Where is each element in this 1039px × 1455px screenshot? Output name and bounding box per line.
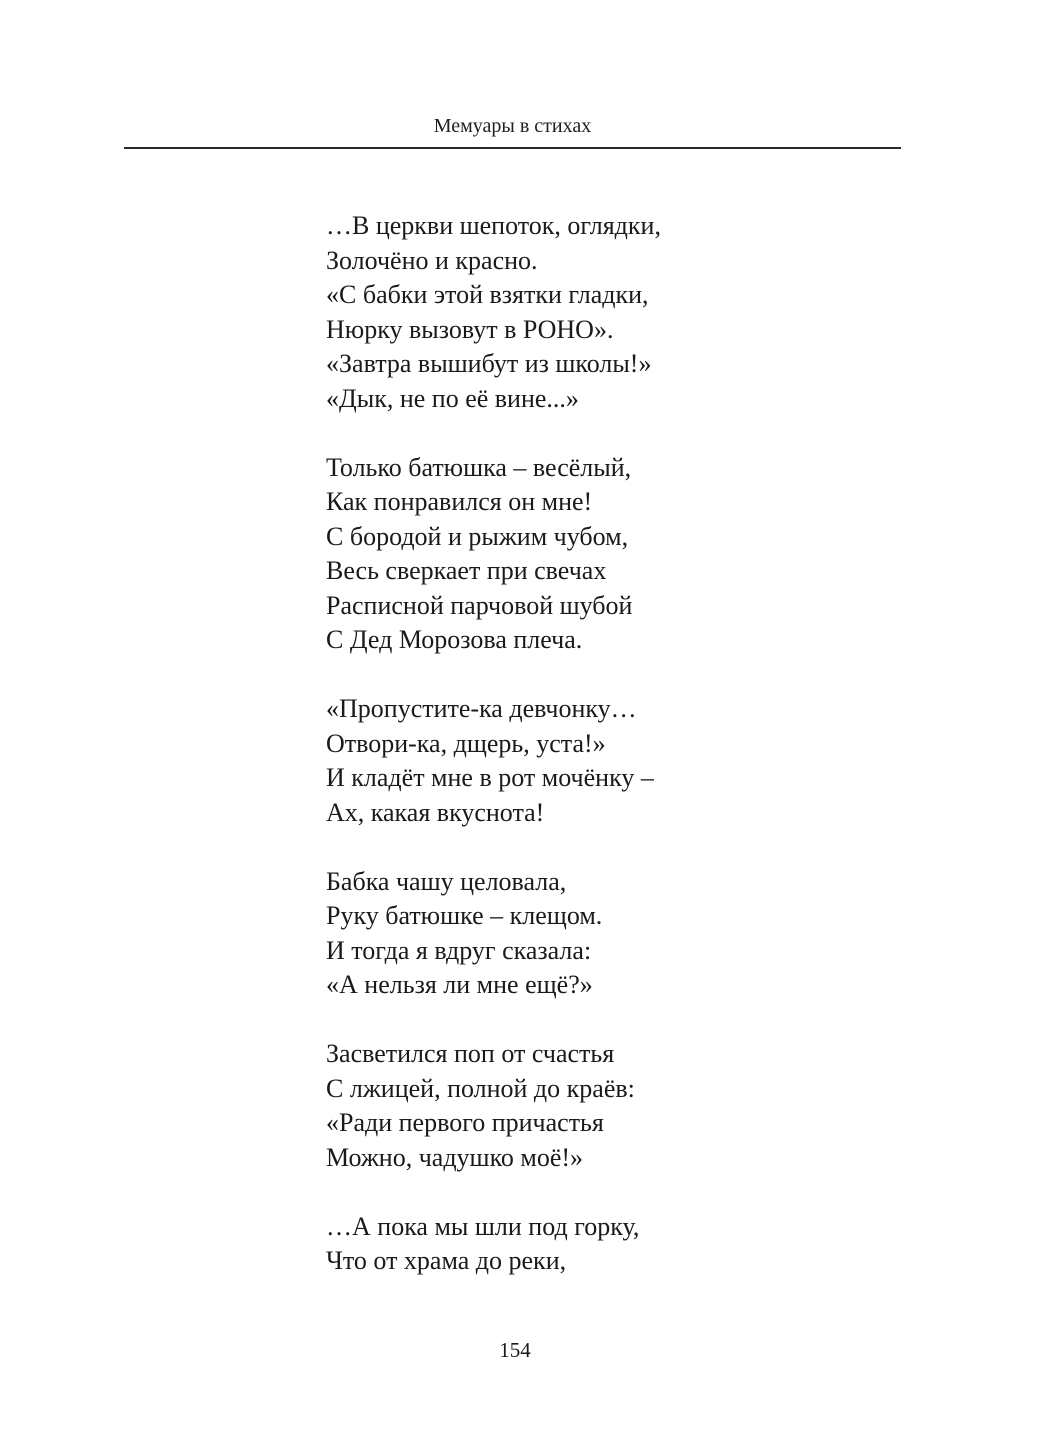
- verse-line: Бабка чашу целовала,: [326, 866, 567, 896]
- running-head: Мемуары в стихах: [433, 115, 592, 137]
- verse-line: Нюрку вызовут в РОНО».: [326, 314, 614, 344]
- verse-line: С бородой и рыжим чубом,: [326, 521, 629, 551]
- verse-line: Что от храма до реки,: [326, 1246, 567, 1275]
- verse-line: Отвори-ка, дщерь, уста!»: [326, 728, 606, 758]
- verse-line: Ах, какая вкуснота!: [326, 797, 545, 827]
- stanza: [326, 451, 846, 658]
- verse-line: Золочёно и красно.: [326, 245, 538, 275]
- verse-line: Только батюшка – весёлый,: [326, 452, 632, 482]
- verse-line: Руку батюшке – клещом.: [326, 901, 603, 930]
- verse-line: Весь сверкает при свечах: [326, 556, 607, 585]
- stanza: [326, 865, 846, 1003]
- verse-line: Расписной парчовой шубой: [326, 590, 633, 620]
- stanza: [326, 209, 846, 416]
- verse-line: «Ради первого причастья: [326, 1108, 604, 1137]
- verse-line: «С бабки этой взятки гладки,: [326, 280, 649, 309]
- header-rule: [124, 147, 901, 149]
- verse-line: Как понравился он мне!: [326, 487, 593, 516]
- stanza: [326, 1210, 846, 1279]
- verse-line: «Пропустите-ка девчонку…: [326, 694, 637, 723]
- verse-line: И тогда я вдруг сказала:: [326, 935, 592, 965]
- verse-line: С лжицей, полной до краёв:: [326, 1073, 635, 1103]
- verse-line: …А пока мы шли под горку,: [326, 1211, 640, 1241]
- stanza: [326, 1037, 846, 1175]
- verse-line: «Завтра вышибут из школы!»: [326, 349, 652, 378]
- verse-line: Засветился поп от счастья: [326, 1039, 615, 1068]
- verse-line: С Дед Морозова плеча.: [326, 625, 583, 654]
- verse-line: И кладёт мне в рот мочёнку –: [326, 763, 654, 792]
- verse-line: …В церкви шепоток, оглядки,: [326, 211, 661, 240]
- verse-line: «А нельзя ли мне ещё?»: [326, 970, 593, 999]
- page-number: 154: [499, 1338, 531, 1362]
- verse-line: «Дык, не по её вине...»: [326, 383, 579, 413]
- verse-line: Можно, чадушко моё!»: [326, 1142, 584, 1172]
- poem: [326, 209, 846, 1313]
- stanza: [326, 692, 846, 830]
